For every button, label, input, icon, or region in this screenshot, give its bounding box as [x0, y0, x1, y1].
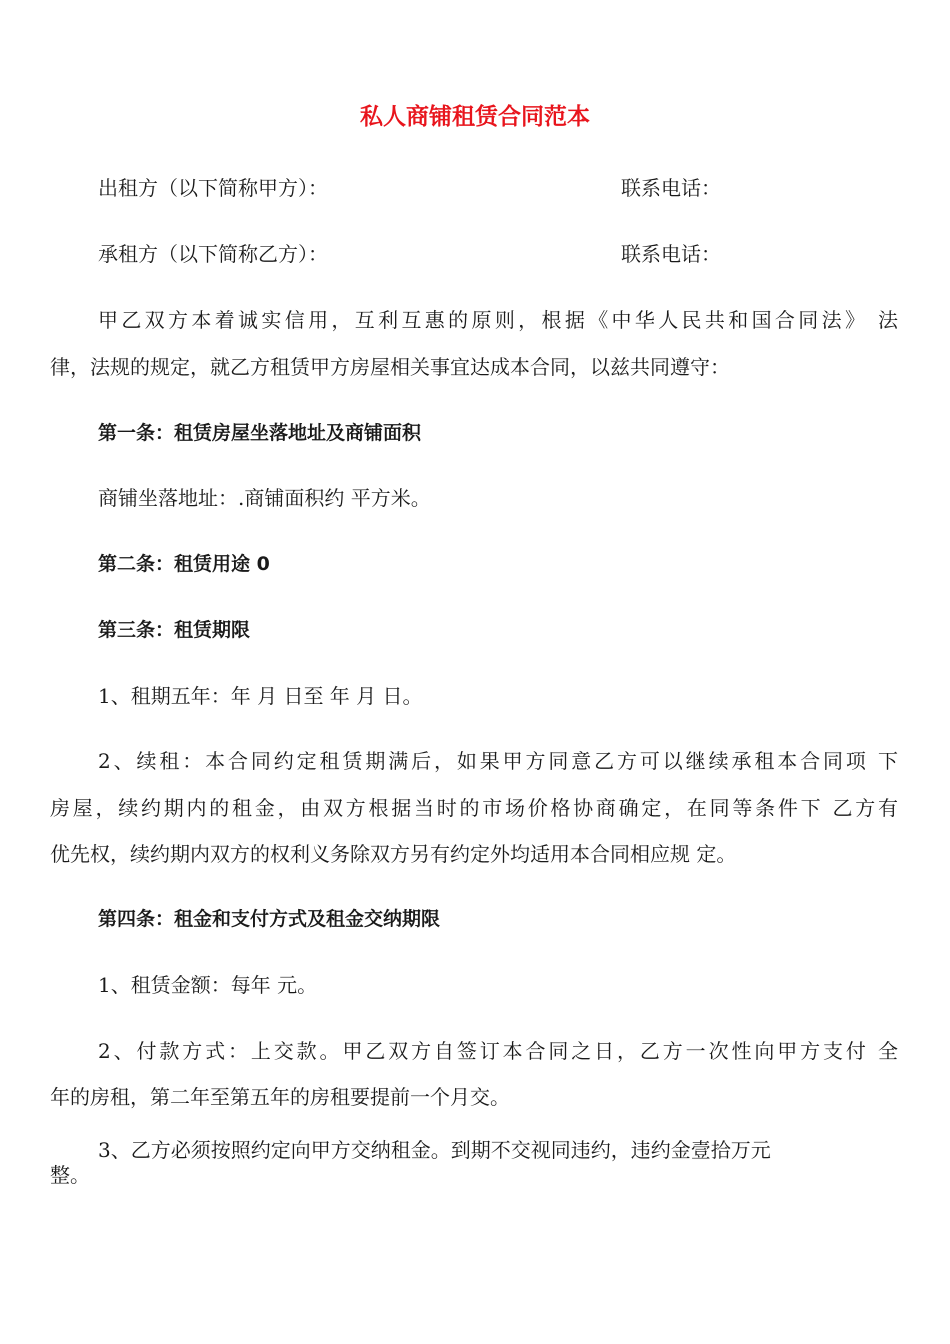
article-4-heading: 第四条：租金和支付方式及租金交纳期限 — [98, 908, 441, 930]
article-4-item-3-line-1: 3、乙方必须按照约定向甲方交纳租金。到期不交视同违约，违约金壹拾万元 — [98, 1138, 771, 1162]
article-4-item-2-line-1: 2、付款方式：上交款。甲乙双方自签订本合同之日，乙方一次性向甲方支付 全 — [98, 1039, 898, 1063]
lessor-phone-label: 联系电话： — [621, 176, 721, 200]
article-1-heading: 第一条：租赁房屋坐落地址及商铺面积 — [98, 422, 422, 444]
article-4-item-2-line-2: 年的房租，第二年至第五年的房租要提前一个月交。 — [50, 1085, 510, 1109]
article-3-item-2-line-3: 优先权，续约期内双方的权利义务除双方另有约定外均适用本合同相应规 定。 — [50, 842, 737, 866]
lessee-label: 承租方（以下简称乙方）： — [98, 242, 328, 266]
article-2-heading: 第二条：租赁用途 0 — [98, 553, 270, 575]
article-4-item-1: 1、租赁金额：每年 元。 — [98, 973, 318, 997]
article-3-item-1: 1、租期五年：年 月 日至 年 月 日。 — [98, 684, 423, 708]
article-3-item-2-line-2: 房屋，续约期内的租金，由双方根据当时的市场价格协商确定，在同等条件下 乙方有 — [50, 796, 898, 820]
document-title: 私人商铺租赁合同范本 — [360, 104, 590, 130]
article-4-item-3-line-2: 整。 — [50, 1163, 90, 1187]
article-3-item-2-line-1: 2、续租：本合同约定租赁期满后，如果甲方同意乙方可以继续承租本合同项 下 — [98, 749, 898, 773]
preamble-line-2: 律，法规的规定，就乙方租赁甲方房屋相关事宜达成本合同，以兹共同遵守： — [50, 355, 730, 379]
lessor-label: 出租方（以下简称甲方）： — [98, 176, 328, 200]
article-1-text: 商铺坐落地址：.商铺面积约 平方米。 — [98, 486, 431, 510]
lessee-phone-label: 联系电话： — [621, 242, 721, 266]
preamble-line-1: 甲乙双方本着诚实信用，互利互惠的原则，根据《中华人民共和国合同法》 法 — [98, 308, 898, 332]
article-3-heading: 第三条：租赁期限 — [98, 619, 251, 641]
